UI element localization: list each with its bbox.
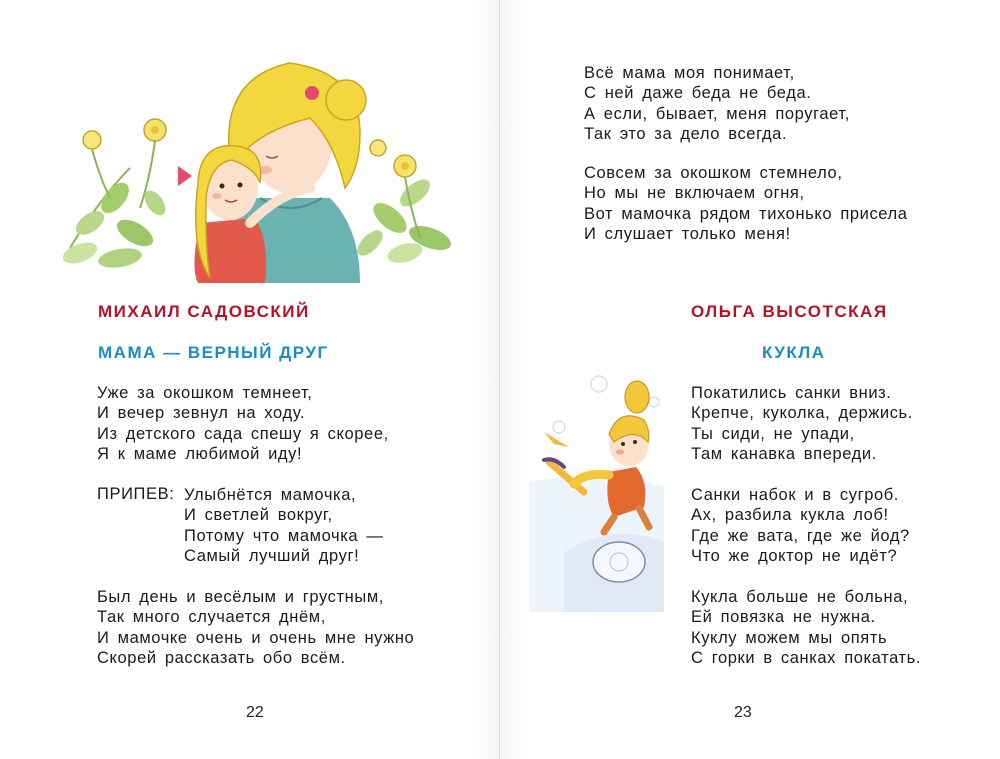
- chorus-label: ПРИПЕВ:: [97, 485, 175, 503]
- poem-line: Что же доктор не идёт?: [691, 547, 898, 566]
- poem-line: С горки в санках покатать.: [691, 649, 922, 668]
- poem-line: И светлей вокруг,: [184, 506, 333, 525]
- poem-stanza: [691, 485, 910, 567]
- poem-line: Куклу можем мы опять: [691, 628, 888, 647]
- poem-stanza: [691, 587, 921, 669]
- poem-line: Где же вата, где же йод?: [691, 526, 910, 545]
- poem-line: Совсем за окошком стемнело,: [584, 164, 843, 182]
- poem-line: Скорей рассказать обо всём.: [97, 649, 346, 668]
- poem-stanza: [97, 587, 414, 669]
- poem-line: С ней даже беда не беда.: [584, 84, 812, 103]
- poem-line: Всё мама моя понимает,: [584, 64, 795, 82]
- poem-line: Уже за окошком темнеет,: [97, 384, 313, 402]
- poem-line: Ты сиди, не упади,: [691, 424, 855, 443]
- plants-right-decoration: [353, 140, 454, 266]
- mother-child-illustration: [60, 48, 460, 288]
- poem-stanza: [584, 163, 908, 245]
- poem-line: Крепче, куколка, держись.: [691, 404, 913, 423]
- poem-line: Кукла больше не больна,: [691, 588, 909, 606]
- poem-line: Ах, разбила кукла лоб!: [691, 506, 889, 525]
- poem-line: Так много случается днём,: [97, 608, 326, 627]
- page-number: 23: [734, 704, 752, 721]
- poem-line: Я к маме любимой иду!: [97, 445, 303, 464]
- poem-title: КУКЛА: [762, 343, 826, 362]
- doll-sled-illustration: [524, 372, 674, 612]
- author-name: ОЛЬГА ВЫСОТСКАЯ: [691, 302, 888, 321]
- poem-title: МАМА — ВЕРНЫЙ ДРУГ: [98, 343, 329, 362]
- poem-line: Самый лучший друг!: [184, 547, 360, 566]
- page-number: 22: [246, 704, 264, 721]
- chorus-stanza: [184, 485, 383, 567]
- poem-line: Санки набок и в сугроб.: [691, 486, 899, 504]
- poem-line: И мамочке очень и очень мне нужно: [97, 628, 415, 647]
- right-page: [500, 0, 999, 759]
- poem-stanza: [97, 383, 389, 465]
- poem-line: Улыбнётся мамочка,: [184, 486, 357, 504]
- poem-line: Ей повязка не нужна.: [691, 608, 876, 627]
- poem-stanza: [691, 383, 913, 465]
- poem-line: И вечер зевнул на ходу.: [97, 404, 306, 423]
- poem-line: Но мы не включаем огня,: [584, 184, 805, 203]
- poem-line: Так это за дело всегда.: [584, 125, 788, 144]
- poem-line: Там канавка впереди.: [691, 445, 877, 464]
- poem-line: Был день и весёлым и грустным,: [97, 588, 384, 606]
- poem-line: Покатились санки вниз.: [691, 384, 892, 402]
- poem-line: Вот мамочка рядом тихонько присела: [584, 204, 908, 223]
- author-name: МИХАИЛ САДОВСКИЙ: [98, 302, 310, 321]
- poem-line: А если, бывает, меня поругает,: [584, 104, 850, 123]
- poem-line: И слушает только меня!: [584, 225, 791, 244]
- poem-line: Из детского сада спешу я скорее,: [97, 424, 389, 443]
- poem-stanza: [584, 63, 850, 145]
- plants-left-decoration: [60, 119, 170, 271]
- poem-line: Потому что мамочка —: [184, 526, 384, 545]
